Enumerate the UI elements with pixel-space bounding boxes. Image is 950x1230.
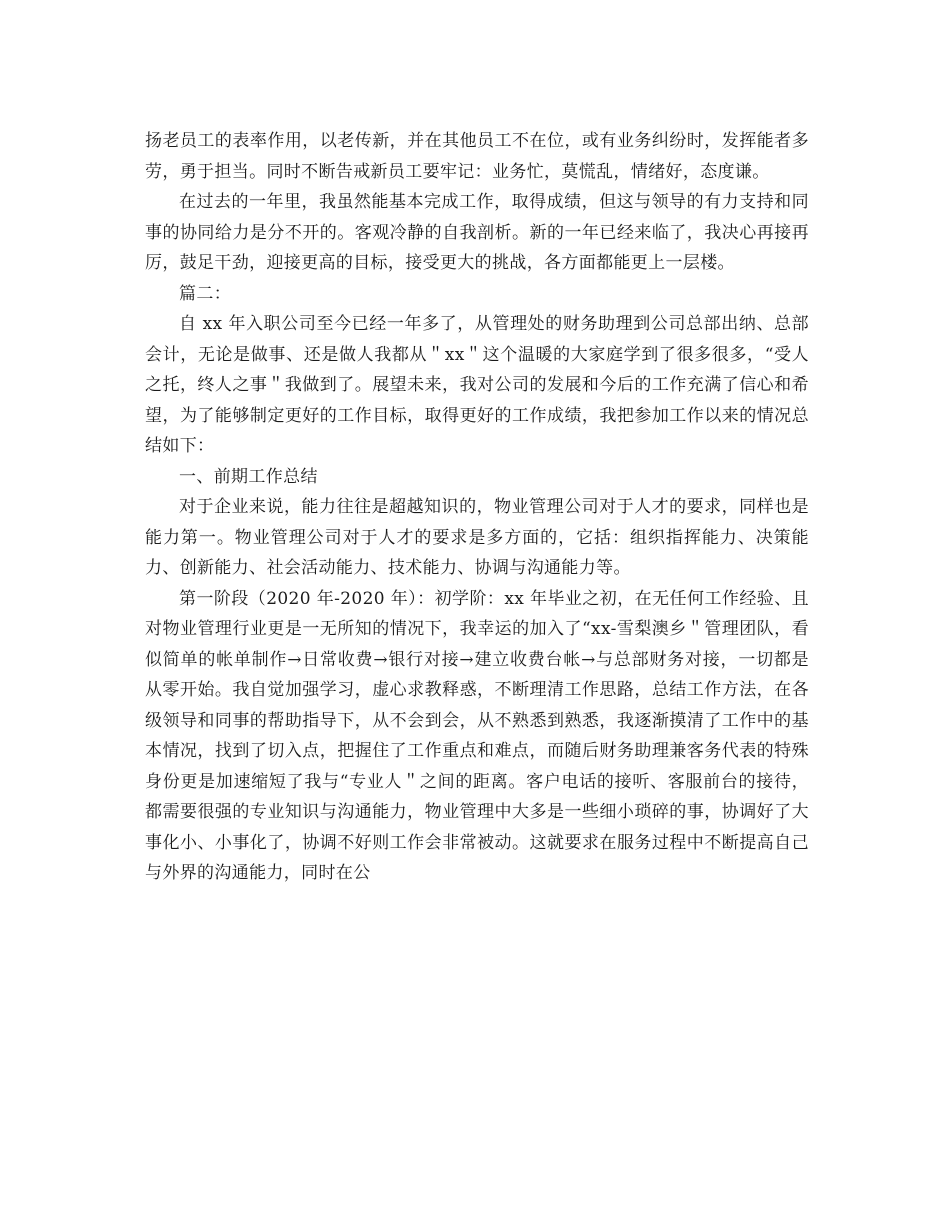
paragraph-ability: 对于企业来说，能力往往是超越知识的，物业管理公司对于人才的要求，同样也是能力第一。物业管理公司对于人才的要求是多方面的，它括：组织指挥能力、决策能力、创新能力、社会活动能力、技术能力、协调与沟通能力等。	[145, 497, 809, 578]
paragraph-first-stage: 第一阶段（2020 年-2020 年）：初学阶：xx 年毕业之初，在无任何工作经验、且对物业管理行业更是一无所知的情况下，我幸运的加入了“xx-雪梨澳乡＂管理团队，看似简单的帐单制作→日常收费→银行对接→建立收费台帐→与总部财务对接，一切都是从零开始。我自觉加强学习，虚心求教释惑，不断理清工作思路，总结工作方法，在各级领导和同事的帮助指导下，从不会到会，从不熟悉到熟悉，我逐渐摸清了工作中的基本情况，找到了切入点，把握住了工作重点和难点，而随后财务助理兼客务代表的特殊身份更是加速缩短了我与“专业人＂之间的距离。客户电话的接听、客服前台的接待，都需要很强的专业知识与沟通能力，物业管理中大多是一些细小琐碎的事，协调好了大事化小、小事化了，协调不好则工作会非常被动。这就要求在服务过程中不断提高自己与外界的沟通能力，同时在公	[145, 588, 809, 883]
paragraph-introduction: 自 xx 年入职公司至今已经一年多了，从管理处的财务助理到公司总部出纳、总部会计，无论是做事、还是做人我都从＂xx＂这个温暖的大家庭学到了很多很多，“受人之托，终人之事＂我做到了。展望未来，我对公司的发展和今后的工作充满了信心和希望，为了能够制定更好的工作目标，取得更好的工作成绩，我把参加工作以来的情况总结如下：	[145, 314, 809, 456]
paragraph-year-review: 在过去的一年里，我虽然能基本完成工作，取得成绩，但这与领导的有力支持和同事的协同给力是分不开的。客观冷静的自我剖析。新的一年已经来临了，我决心再接再厉，鼓足干劲，迎接更高的目标，接受更大的挑战，各方面都能更上一层楼。	[145, 192, 809, 273]
paragraph-continuation: 扬老员工的表率作用，以老传新，并在其他员工不在位，或有业务纠纷时，发挥能者多劳，勇于担当。同时不断告戒新员工要牢记：业务忙，莫慌乱，情绪好，态度谦。	[145, 131, 809, 182]
section-heading-part-two: 篇二：	[179, 283, 232, 304]
section-heading-early-work: 一、前期工作总结	[179, 466, 318, 487]
document-body	[145, 126, 809, 889]
